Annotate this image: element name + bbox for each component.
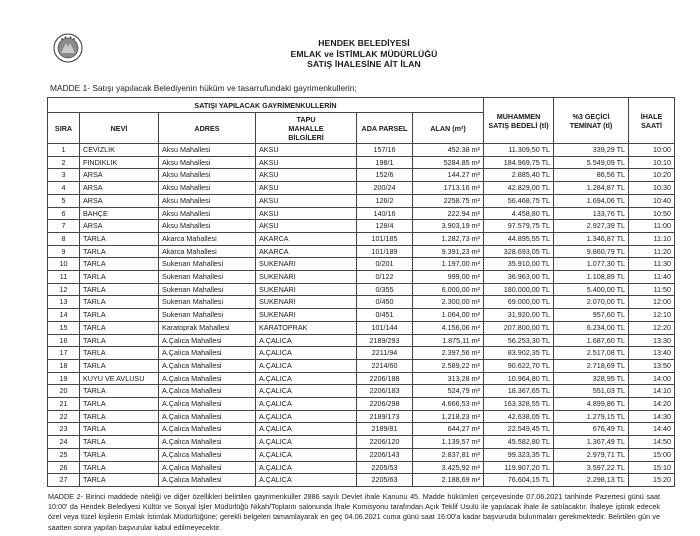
cell-sira: 25 <box>48 448 80 461</box>
cell-bedel: 83.902,35 TL <box>484 347 554 360</box>
cell-tapu: A.ÇALICA <box>256 461 357 474</box>
cell-tapu: A.ÇALICA <box>256 347 357 360</box>
cell-ada: 2189/81 <box>357 423 413 436</box>
cell-tapu: AKSU <box>256 169 357 182</box>
table-row <box>48 436 675 449</box>
cell-adres: Aksu Mahallesi <box>159 207 256 220</box>
cell-teminat: 9.860,79 TL <box>554 245 629 258</box>
cell-ada: 152/6 <box>357 169 413 182</box>
title-department: EMLAK ve İSTİMLAK MÜDÜRLÜĞÜ <box>290 48 438 59</box>
cell-alan: 4.156,06 m² <box>413 321 484 334</box>
cell-ada: 157/16 <box>357 144 413 157</box>
cell-saat: 10:00 <box>629 144 675 157</box>
cell-adres: Aksu Mahallesi <box>159 182 256 195</box>
cell-tapu: A.ÇALICA <box>256 372 357 385</box>
cell-nevi: ARSA <box>80 220 159 233</box>
col-header-teminat: %3 GEÇİCİ TEMİNAT (tl) <box>554 98 629 144</box>
cell-nevi: TARLA <box>80 321 159 334</box>
article-2-text: MADDE 2- Birinci maddede niteliği ve diğer özellikleri belirtilen gayrimenkuller 2886 sayılı Devlet ihale Kanunu 45. Madde hükümleri çerçevesinde 07.06.2021 tarihinde Pazertesi günü saat 10:00' da Hendek Belediyesi Kültür ve Sosyal İşler Müdürlüğü Nikah/Toplantı salonunda İhale Komisyonu tarafından Açık Teklif Usulü ile yapılacak ihale ile satılacaktır. İhaleye iştirak edecek özel veya tüzel kişilerin Emlak İstimlak Müdürlüğüne; gerekli belgeleri tamamlayarak en geç 04.06.2021 cuma günü saat 16:00'a kadar başvuruda bulunmaları gerekmektedir. Belirtilen gün ve saatten sonra yapılan başvurular kabul edilmeyecektir. <box>48 492 660 532</box>
cell-teminat: 328,95 TL <box>554 372 629 385</box>
cell-bedel: 45.582,80 TL <box>484 436 554 449</box>
table-row <box>48 321 675 334</box>
cell-sira: 27 <box>48 474 80 487</box>
cell-saat: 13:40 <box>629 347 675 360</box>
cell-ada: 2206/120 <box>357 436 413 449</box>
cell-adres: Aksu Mahallesi <box>159 169 256 182</box>
cell-alan: 1713.16 m² <box>413 182 484 195</box>
cell-teminat: 957,60 TL <box>554 309 629 322</box>
cell-saat: 12:10 <box>629 309 675 322</box>
cell-adres: A.Çalıca Mahallesi <box>159 334 256 347</box>
cell-nevi: TARLA <box>80 347 159 360</box>
cell-teminat: 339,29 TL <box>554 144 629 157</box>
cell-alan: 4.666,53 m² <box>413 398 484 411</box>
cell-saat: 10:50 <box>629 207 675 220</box>
cell-saat: 10:30 <box>629 182 675 195</box>
cell-teminat: 676,49 TL <box>554 423 629 436</box>
title-municipality: HENDEK BELEDİYESİ <box>318 38 410 48</box>
cell-saat: 14:20 <box>629 398 675 411</box>
cell-saat: 12:20 <box>629 321 675 334</box>
cell-teminat: 5.400,00 TL <box>554 283 629 296</box>
cell-ada: 0/451 <box>357 309 413 322</box>
cell-saat: 12:00 <box>629 296 675 309</box>
cell-saat: 11:10 <box>629 232 675 245</box>
cell-adres: A.Çalıca Mahallesi <box>159 372 256 385</box>
cell-bedel: 36.963,00 TL <box>484 271 554 284</box>
cell-ada: 128/4 <box>357 220 413 233</box>
cell-sira: 16 <box>48 334 80 347</box>
cell-sira: 6 <box>48 207 80 220</box>
cell-adres: Sukenarı Mahallesi <box>159 258 256 271</box>
col-header-sira: SIRA <box>48 113 80 144</box>
cell-nevi: TARLA <box>80 423 159 436</box>
cell-bedel: 35.910,00 TL <box>484 258 554 271</box>
cell-nevi: TARLA <box>80 385 159 398</box>
cell-ada: 0/122 <box>357 271 413 284</box>
cell-tapu: A.ÇALICA <box>256 334 357 347</box>
cell-saat: 13:50 <box>629 359 675 372</box>
cell-sira: 12 <box>48 283 80 296</box>
cell-nevi: TARLA <box>80 359 159 372</box>
cell-bedel: 11.309,50 TL <box>484 144 554 157</box>
cell-nevi: BAHÇE <box>80 207 159 220</box>
cell-saat: 13:30 <box>629 334 675 347</box>
cell-tapu: AKSU <box>256 182 357 195</box>
table-row <box>48 359 675 372</box>
cell-teminat: 86,56 TL <box>554 169 629 182</box>
cell-alan: 3.903,19 m² <box>413 220 484 233</box>
table-row <box>48 334 675 347</box>
cell-adres: Aksu Mahallesi <box>159 144 256 157</box>
cell-sira: 18 <box>48 359 80 372</box>
property-sale-table <box>47 97 675 487</box>
cell-nevi: ARSA <box>80 182 159 195</box>
cell-tapu: SUKENARI <box>256 296 357 309</box>
cell-saat: 11:00 <box>629 220 675 233</box>
cell-teminat: 2.979,71 TL <box>554 448 629 461</box>
table-row <box>48 474 675 487</box>
table-row <box>48 245 675 258</box>
cell-adres: Aksu Mahallesi <box>159 194 256 207</box>
cell-adres: Sukenarı Mahallesi <box>159 309 256 322</box>
cell-adres: Aksu Mahallesi <box>159 220 256 233</box>
cell-alan: 1.875,11 m² <box>413 334 484 347</box>
cell-ada: 0/201 <box>357 258 413 271</box>
cell-sira: 23 <box>48 423 80 436</box>
cell-sira: 26 <box>48 461 80 474</box>
table-row <box>48 182 675 195</box>
cell-bedel: 76.604,15 TL <box>484 474 554 487</box>
cell-bedel: 99.323,35 TL <box>484 448 554 461</box>
cell-sira: 19 <box>48 372 80 385</box>
cell-adres: Sukenarı Mahallesi <box>159 296 256 309</box>
table-body <box>48 144 675 487</box>
cell-adres: A.Çalıca Mahallesi <box>159 359 256 372</box>
cell-tapu: AKSU <box>256 144 357 157</box>
cell-bedel: 2.885,40 TL <box>484 169 554 182</box>
cell-nevi: TARLA <box>80 398 159 411</box>
table-row <box>48 448 675 461</box>
table-row <box>48 232 675 245</box>
cell-alan: 3.425,92 m² <box>413 461 484 474</box>
cell-alan: 6.000,00 m² <box>413 283 484 296</box>
cell-sira: 11 <box>48 271 80 284</box>
cell-alan: 1.139,57 m² <box>413 436 484 449</box>
cell-alan: 222.94 m² <box>413 207 484 220</box>
cell-bedel: 119.907,20 TL <box>484 461 554 474</box>
table-row <box>48 271 675 284</box>
col-header-ada-parsel: ADA PARSEL <box>357 113 413 144</box>
cell-teminat: 2.718,69 TL <box>554 359 629 372</box>
cell-ada: 198/1 <box>357 156 413 169</box>
table-row <box>48 156 675 169</box>
cell-tapu: A.ÇALICA <box>256 385 357 398</box>
cell-teminat: 1.367,49 TL <box>554 436 629 449</box>
cell-ada: 2211/94 <box>357 347 413 360</box>
cell-adres: Sukenarı Mahallesi <box>159 271 256 284</box>
cell-adres: Sukenarı Mahallesi <box>159 283 256 296</box>
cell-alan: 2.837,81 m² <box>413 448 484 461</box>
document-title-block <box>0 38 700 70</box>
cell-ada: 2189/293 <box>357 334 413 347</box>
cell-bedel: 184.969,75 TL <box>484 156 554 169</box>
cell-tapu: AKARCA <box>256 232 357 245</box>
table-row <box>48 220 675 233</box>
table-row <box>48 296 675 309</box>
cell-nevi: TARLA <box>80 283 159 296</box>
cell-nevi: ARSA <box>80 169 159 182</box>
cell-teminat: 4.899,86 TL <box>554 398 629 411</box>
article-1-intro: MADDE 1- Satışı yapılacak Belediyenin hüküm ve tasarrufundaki gayrimenkullerin; <box>50 83 357 93</box>
table-row <box>48 385 675 398</box>
cell-adres: A.Çalıca Mahallesi <box>159 461 256 474</box>
cell-saat: 11:40 <box>629 271 675 284</box>
cell-adres: A.Çalıca Mahallesi <box>159 436 256 449</box>
cell-sira: 14 <box>48 309 80 322</box>
cell-ada: 0/355 <box>357 283 413 296</box>
table-row <box>48 144 675 157</box>
cell-sira: 2 <box>48 156 80 169</box>
cell-bedel: 10.964,80 TL <box>484 372 554 385</box>
table-row <box>48 309 675 322</box>
cell-nevi: TARLA <box>80 245 159 258</box>
cell-tapu: A.ÇALICA <box>256 436 357 449</box>
cell-adres: A.Çalıca Mahallesi <box>159 423 256 436</box>
cell-saat: 11:20 <box>629 245 675 258</box>
cell-bedel: 207.800,00 TL <box>484 321 554 334</box>
cell-tapu: A.ÇALICA <box>256 398 357 411</box>
cell-sira: 9 <box>48 245 80 258</box>
table-row <box>48 283 675 296</box>
table-row <box>48 258 675 271</box>
cell-tapu: AKSU <box>256 207 357 220</box>
cell-teminat: 3.597,22 TL <box>554 461 629 474</box>
cell-tapu: A.ÇALICA <box>256 359 357 372</box>
cell-tapu: AKSU <box>256 156 357 169</box>
cell-sira: 20 <box>48 385 80 398</box>
cell-bedel: 328.693,05 TL <box>484 245 554 258</box>
cell-alan: 2.188,69 m² <box>413 474 484 487</box>
cell-bedel: 22.549,45 TL <box>484 423 554 436</box>
cell-tapu: AKSU <box>256 220 357 233</box>
cell-nevi: TARLA <box>80 296 159 309</box>
cell-bedel: 18.367,65 TL <box>484 385 554 398</box>
cell-teminat: 2.927,39 TL <box>554 220 629 233</box>
cell-ada: 2206/188 <box>357 372 413 385</box>
cell-saat: 14:00 <box>629 372 675 385</box>
table-row <box>48 169 675 182</box>
cell-ada: 2206/298 <box>357 398 413 411</box>
cell-teminat: 6.234,00 TL <box>554 321 629 334</box>
cell-ada: 126/2 <box>357 194 413 207</box>
cell-tapu: A.ÇALICA <box>256 410 357 423</box>
cell-alan: 1.197,00 m² <box>413 258 484 271</box>
cell-tapu: A.ÇALICA <box>256 423 357 436</box>
cell-bedel: 44.895,55 TL <box>484 232 554 245</box>
cell-saat: 11:30 <box>629 258 675 271</box>
cell-alan: 644,27 m² <box>413 423 484 436</box>
cell-teminat: 1.687,60 TL <box>554 334 629 347</box>
cell-nevi: TARLA <box>80 334 159 347</box>
title-announcement: SATIŞ İHALESİNE AİT İLAN <box>307 59 421 69</box>
cell-sira: 3 <box>48 169 80 182</box>
cell-adres: A.Çalıca Mahallesi <box>159 448 256 461</box>
cell-ada: 2205/53 <box>357 461 413 474</box>
cell-alan: 2.397,56 m² <box>413 347 484 360</box>
cell-alan: 999,00 m² <box>413 271 484 284</box>
group-header: SATIŞI YAPILACAK GAYRİMENKULLERİN <box>48 98 484 113</box>
cell-nevi: CEVİZLİK <box>80 144 159 157</box>
cell-tapu: SUKENARI <box>256 271 357 284</box>
cell-teminat: 2.070,00 TL <box>554 296 629 309</box>
cell-adres: A.Çalıca Mahallesi <box>159 410 256 423</box>
cell-adres: Akarca Mahallesi <box>159 232 256 245</box>
cell-teminat: 1.077,30 TL <box>554 258 629 271</box>
cell-bedel: 42.638,05 TL <box>484 410 554 423</box>
cell-alan: 9.391,23 m² <box>413 245 484 258</box>
cell-adres: A.Çalıca Mahallesi <box>159 347 256 360</box>
cell-nevi: FINDIKLIK <box>80 156 159 169</box>
cell-saat: 10:10 <box>629 156 675 169</box>
cell-tapu: SUKENARI <box>256 283 357 296</box>
cell-sira: 24 <box>48 436 80 449</box>
cell-ada: 0/450 <box>357 296 413 309</box>
cell-ada: 2206/143 <box>357 448 413 461</box>
col-header-nevi: NEVİ <box>80 113 159 144</box>
cell-adres: A.Çalıca Mahallesi <box>159 385 256 398</box>
cell-bedel: 69.000,00 TL <box>484 296 554 309</box>
cell-bedel: 56.468,75 TL <box>484 194 554 207</box>
cell-sira: 17 <box>48 347 80 360</box>
table-row <box>48 194 675 207</box>
cell-sira: 1 <box>48 144 80 157</box>
cell-nevi: KUYU VE AVLUSU <box>80 372 159 385</box>
cell-ada: 2206/183 <box>357 385 413 398</box>
cell-ada: 140/16 <box>357 207 413 220</box>
table-row <box>48 461 675 474</box>
cell-saat: 15:00 <box>629 448 675 461</box>
cell-adres: Akarca Mahallesi <box>159 245 256 258</box>
col-header-tapu: TAPU MAHALLE BİLGİLERİ <box>256 113 357 144</box>
cell-alan: 5284.85 m² <box>413 156 484 169</box>
col-header-alan: ALAN (m²) <box>413 113 484 144</box>
cell-nevi: TARLA <box>80 232 159 245</box>
cell-tapu: AKSU <box>256 194 357 207</box>
cell-ada: 101/185 <box>357 232 413 245</box>
cell-saat: 14:40 <box>629 423 675 436</box>
cell-saat: 14:10 <box>629 385 675 398</box>
cell-tapu: SUKENARI <box>256 309 357 322</box>
cell-ada: 200/24 <box>357 182 413 195</box>
cell-teminat: 1.108,89 TL <box>554 271 629 284</box>
cell-nevi: TARLA <box>80 258 159 271</box>
col-header-bedel: MUHAMMEN SATIŞ BEDELİ (tl) <box>484 98 554 144</box>
cell-alan: 1.282,73 m² <box>413 232 484 245</box>
cell-alan: 1.064,00 m² <box>413 309 484 322</box>
table-row <box>48 347 675 360</box>
cell-alan: 2.589,22 m² <box>413 359 484 372</box>
cell-bedel: 90.622,70 TL <box>484 359 554 372</box>
cell-sira: 15 <box>48 321 80 334</box>
cell-alan: 524,79 m² <box>413 385 484 398</box>
cell-tapu: SUKENARI <box>256 258 357 271</box>
cell-alan: 452.38 m² <box>413 144 484 157</box>
table-row <box>48 207 675 220</box>
cell-tapu: A.ÇALICA <box>256 448 357 461</box>
cell-bedel: 31.920,00 TL <box>484 309 554 322</box>
cell-alan: 144.27 m² <box>413 169 484 182</box>
table-row <box>48 423 675 436</box>
cell-alan: 2258.75 m² <box>413 194 484 207</box>
cell-adres: Aksu Mahallesi <box>159 156 256 169</box>
cell-teminat: 551,03 TL <box>554 385 629 398</box>
cell-nevi: TARLA <box>80 436 159 449</box>
cell-teminat: 1.346,87 TL <box>554 232 629 245</box>
cell-alan: 1.218,23 m² <box>413 410 484 423</box>
cell-nevi: TARLA <box>80 448 159 461</box>
cell-saat: 10:20 <box>629 169 675 182</box>
cell-alan: 313,28 m² <box>413 372 484 385</box>
cell-nevi: TARLA <box>80 271 159 284</box>
cell-teminat: 5.549,09 TL <box>554 156 629 169</box>
cell-tapu: KARATOPRAK <box>256 321 357 334</box>
cell-sira: 5 <box>48 194 80 207</box>
table-row <box>48 398 675 411</box>
cell-nevi: TARLA <box>80 461 159 474</box>
cell-teminat: 1.284,87 TL <box>554 182 629 195</box>
cell-nevi: TARLA <box>80 474 159 487</box>
cell-sira: 8 <box>48 232 80 245</box>
cell-tapu: AKARCA <box>256 245 357 258</box>
cell-teminat: 2.298,13 TL <box>554 474 629 487</box>
col-header-adres: ADRES <box>159 113 256 144</box>
cell-sira: 22 <box>48 410 80 423</box>
cell-adres: Karatoprak Mahallesi <box>159 321 256 334</box>
cell-saat: 14:50 <box>629 436 675 449</box>
cell-ada: 2214/60 <box>357 359 413 372</box>
cell-ada: 2189/173 <box>357 410 413 423</box>
cell-bedel: 180.000,00 TL <box>484 283 554 296</box>
cell-bedel: 42.829,00 TL <box>484 182 554 195</box>
cell-bedel: 163.328,55 TL <box>484 398 554 411</box>
cell-nevi: ARSA <box>80 194 159 207</box>
table-row <box>48 410 675 423</box>
cell-teminat: 2.517,08 TL <box>554 347 629 360</box>
cell-sira: 13 <box>48 296 80 309</box>
cell-teminat: 1.279,15 TL <box>554 410 629 423</box>
cell-bedel: 4.458,80 TL <box>484 207 554 220</box>
cell-sira: 10 <box>48 258 80 271</box>
cell-saat: 10:40 <box>629 194 675 207</box>
cell-ada: 101/144 <box>357 321 413 334</box>
table-row <box>48 372 675 385</box>
cell-bedel: 97.579,75 TL <box>484 220 554 233</box>
cell-teminat: 1.694,06 TL <box>554 194 629 207</box>
cell-saat: 14:30 <box>629 410 675 423</box>
cell-teminat: 133,76 TL <box>554 207 629 220</box>
cell-sira: 21 <box>48 398 80 411</box>
cell-sira: 7 <box>48 220 80 233</box>
cell-saat: 15:20 <box>629 474 675 487</box>
cell-sira: 4 <box>48 182 80 195</box>
cell-alan: 2.300,00 m² <box>413 296 484 309</box>
cell-nevi: TARLA <box>80 309 159 322</box>
cell-saat: 15:10 <box>629 461 675 474</box>
cell-bedel: 56.253,30 TL <box>484 334 554 347</box>
col-header-saat: İHALE SAATİ <box>629 98 675 144</box>
cell-ada: 101/189 <box>357 245 413 258</box>
cell-adres: A.Çalıca Mahallesi <box>159 474 256 487</box>
cell-adres: A.Çalıca Mahallesi <box>159 398 256 411</box>
cell-saat: 11:50 <box>629 283 675 296</box>
cell-ada: 2205/63 <box>357 474 413 487</box>
cell-nevi: TARLA <box>80 410 159 423</box>
cell-tapu: A.ÇALICA <box>256 474 357 487</box>
